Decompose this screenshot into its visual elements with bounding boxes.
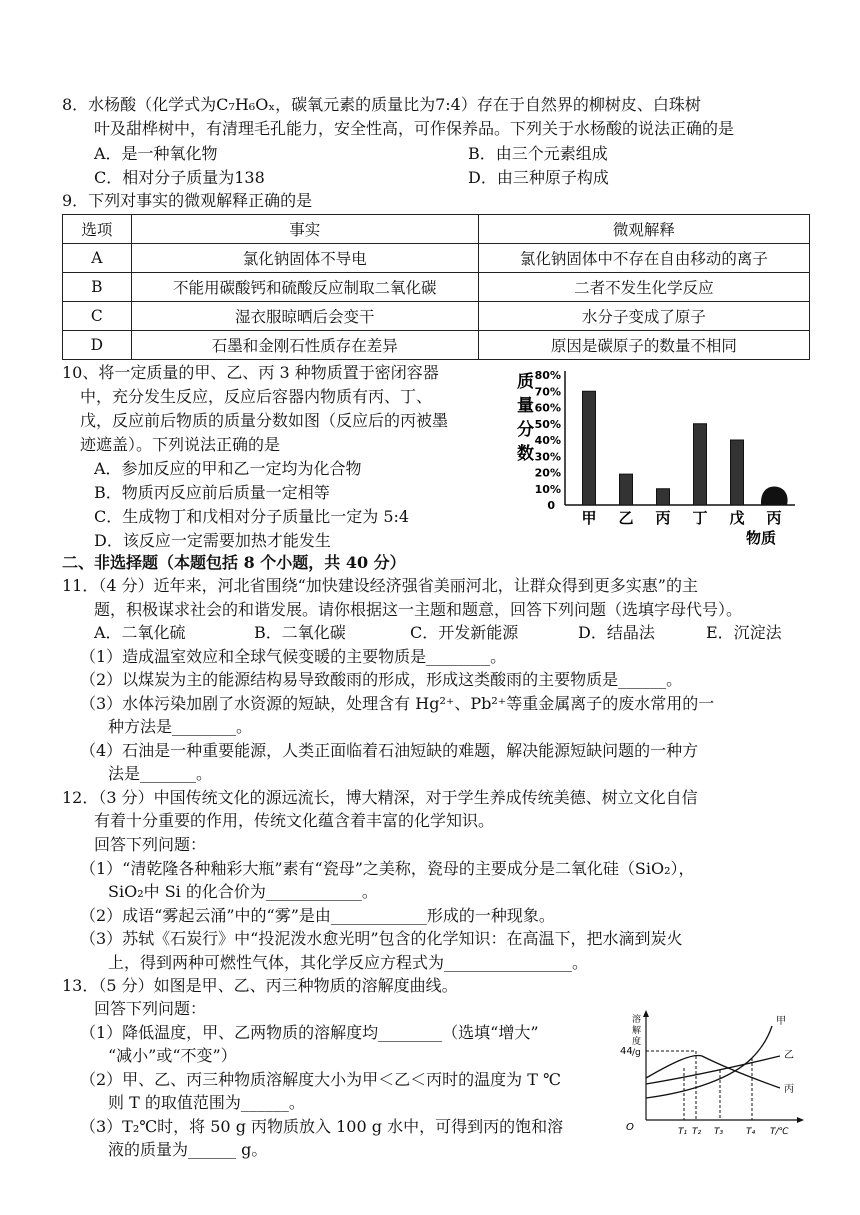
q11-sub3a: （3）水体污染加剧了水资源的短缺，处理含有 Hg²⁺、Pb²⁺等重金属离子的废水常用的一 — [80, 694, 715, 713]
x-category-label: 甲 — [581, 509, 597, 527]
table-cell: C — [63, 302, 132, 331]
q12-sub1b: SiO₂中 Si 的化合价为____________。 — [108, 882, 378, 901]
q13-sub3a: （3）T₂℃时，将 50 g 丙物质放入 100 g 水中，可得到丙的饱和溶 — [80, 1117, 564, 1136]
x-category-label: 丙 — [655, 509, 671, 527]
chart-origin: O — [626, 1122, 634, 1133]
q11-choice-e: E．沉淀法 — [706, 623, 782, 642]
bar-3 — [694, 424, 707, 505]
chart-ylabel-char: /g — [632, 1048, 641, 1058]
q11-choice-b: B．二氧化碳 — [254, 623, 346, 642]
y-tick-label: 0 — [547, 499, 555, 512]
q11-choice-a: A．二氧化硫 — [94, 623, 186, 642]
q8-option-c: C．相对分子质量为138 — [94, 168, 265, 187]
table-header-cell: 事实 — [131, 215, 478, 244]
mass-fraction-bar-chart — [505, 365, 805, 550]
y-marked-value: 44 — [620, 1046, 633, 1057]
y-tick-label: 50% — [534, 417, 561, 431]
q10-line3: 戊，反应前后物质的质量分数如图（反应后的丙被墨 — [80, 411, 449, 430]
q8-option-a: A．是一种氧化物 — [94, 144, 218, 163]
x-category-label: 戊 — [729, 509, 745, 527]
chart-xlabel: T/℃ — [770, 1127, 789, 1137]
q8-option-d: D．由三种原子构成 — [468, 168, 609, 187]
chart-ylabel-char: 分 — [517, 420, 534, 440]
y-tick-label: 40% — [534, 434, 561, 447]
x-category-label: 丙 — [766, 509, 782, 527]
ink-blot — [761, 487, 788, 505]
y-axis-arrow — [643, 1010, 649, 1017]
table-cell: A — [63, 244, 132, 273]
chart-ylabel-char: 量 — [517, 396, 534, 416]
chart-xlabel: 物质 — [745, 529, 777, 547]
q11-sub4a: （4）石油是一种重要能源，人类正面临着石油短缺的难题，解决能源短缺问题的一种方 — [80, 741, 699, 760]
x-mark-t2: T₂ — [692, 1127, 702, 1137]
y-tick-label: 20% — [534, 466, 561, 480]
curve-yi — [646, 1056, 780, 1084]
q8-line2: 叶及甜桦树中，有清理毛孔能力，安全性高，可作保养品。下列关于水杨酸的说法正确的是 — [94, 119, 735, 138]
table-row — [63, 302, 810, 331]
table-row — [63, 331, 810, 360]
y-tick-label: 60% — [534, 401, 561, 415]
table-cell: 原因是碳原子的数量不相同 — [478, 331, 809, 360]
q9-stem: 9．下列对事实的微观解释正确的是 — [62, 191, 313, 210]
q12-sub1a: （1）“清乾隆各种釉彩大瓶”素有“瓷母”之美称，瓷母的主要成分是二氧化硅（SiO₂）， — [80, 859, 695, 878]
q13-sub2a: （2）甲、乙、丙三种物质溶解度大小为甲＜乙＜丙时的温度为 T ℃ — [80, 1070, 561, 1089]
chart-ylabel-char: 溶 — [632, 1015, 642, 1025]
bar-2 — [657, 489, 670, 505]
table-header-cell: 微观解释 — [478, 215, 809, 244]
q10-option-b: B．物质丙反应前后质量一定相等 — [94, 483, 330, 502]
chart-ylabel-char: 数 — [517, 444, 534, 464]
q13-sub1b: “减小”或“不变”） — [108, 1046, 237, 1065]
table-cell: 氯化钠固体中不存在自由移动的离子 — [478, 244, 809, 273]
chart-ylabel-char: 度 — [632, 1037, 642, 1047]
series-label-yi: 乙 — [784, 1050, 794, 1061]
q9-table — [62, 214, 810, 360]
y-tick-label: 70% — [534, 385, 561, 399]
q12-sub3a: （3）苏轼《石炭行》中“投泥泼水愈光明”包含的化学知识：在高温下，把水滴到炭火 — [80, 929, 683, 948]
q13-sub2b: 则 T 的取值范围为______。 — [108, 1093, 305, 1112]
q12-line1: 12．（3 分）中国传统文化的源远流长，博大精深，对于学生养成传统美德、树立文化自信 — [62, 788, 698, 807]
q10-option-a: A．参加反应的甲和乙一定均为化合物 — [94, 459, 362, 478]
q11-choice-c: C．开发新能源 — [410, 623, 519, 642]
solubility-curve-chart — [612, 1008, 812, 1158]
q11-line1: 11．（4 分）近年来，河北省围绕“加快建设经济强省美丽河北，让群众得到更多实惠”的主 — [62, 576, 698, 595]
q8-line1: 8．水杨酸（化学式为C₇H₆Oₓ，碳氧元素的质量比为7:4）存在于自然界的柳树皮、白珠树 — [62, 95, 701, 114]
table-cell: 二者不发生化学反应 — [478, 273, 809, 302]
table-cell: 湿衣服晾晒后会变干 — [131, 302, 478, 331]
q11-sub4b: 法是_______。 — [108, 764, 213, 783]
x-axis-arrow — [797, 1117, 804, 1123]
series-label-bing: 丙 — [784, 1084, 794, 1095]
x-category-label: 乙 — [618, 509, 634, 527]
table-cell: B — [63, 273, 132, 302]
q11-sub3b: 种方法是________。 — [108, 717, 253, 736]
chart-ylabel-char: 质 — [517, 372, 534, 392]
x-mark-t4: T₄ — [746, 1127, 756, 1137]
table-row — [63, 273, 810, 302]
q11-sub1: （1）造成温室效应和全球气候变暖的主要物质是________。 — [80, 647, 507, 666]
q11-sub2: （2）以煤炭为主的能源结构易导致酸雨的形成，形成这类酸雨的主要物质是______。 — [80, 670, 683, 689]
section-2-title: 二、非选择题（本题包括 8 个小题，共 40 分） — [62, 553, 406, 572]
q13-sub1a: （1）降低温度，甲、乙两物质的溶解度均________（选填“增大” — [80, 1023, 539, 1042]
bar-1 — [620, 474, 633, 505]
table-cell: 不能用碳酸钙和硫酸反应制取二氧化碳 — [131, 273, 478, 302]
x-category-label: 丁 — [692, 509, 708, 527]
table-header-cell: 选项 — [63, 215, 132, 244]
q10-option-c: C．生成物丁和戊相对分子质量比一定为 5:4 — [94, 507, 410, 526]
q12-prompt: 回答下列问题： — [94, 835, 207, 854]
table-cell: D — [63, 331, 132, 360]
y-tick-label: 10% — [534, 482, 561, 496]
q11-choice-d: D．结晶法 — [578, 623, 655, 642]
q10-line4: 迹遮盖）。下列说法正确的是 — [80, 435, 281, 454]
bar-0 — [583, 391, 596, 505]
y-tick-label: 80% — [534, 369, 561, 382]
x-mark-t3: T₃ — [714, 1127, 724, 1137]
q8-option-b: B．由三个元素组成 — [468, 144, 608, 163]
q13-sub3b: 液的质量为______ g。 — [108, 1140, 268, 1159]
x-mark-t1: T₁ — [678, 1127, 688, 1137]
q11-line2: 题，积极谋求社会的和谐发展。请你根据这一主题和题意，回答下列问题（选填字母代号）。 — [94, 600, 743, 619]
table-header-row — [63, 215, 810, 244]
q10-option-d: D．该反应一定需要加热才能发生 — [94, 531, 331, 550]
q13-line1: 13．（5 分）如图是甲、乙、丙三种物质的溶解度曲线。 — [62, 976, 458, 995]
table-cell: 水分子变成了原子 — [478, 302, 809, 331]
y-tick-label: 30% — [534, 450, 561, 464]
chart-ylabel-char: 解 — [632, 1026, 642, 1036]
q10-line1: 10、将一定质量的甲、乙、丙 3 种物质置于密闭容器 — [62, 363, 439, 382]
q12-sub3b: 上，得到两种可燃性气体，其化学反应方程式为________________。 — [108, 953, 589, 972]
table-cell: 氯化钠固体不导电 — [131, 244, 478, 273]
table-row — [63, 244, 810, 273]
q12-sub2: （2）成语“雾起云涌”中的“雾”是由____________形成的一种现象。 — [80, 906, 555, 925]
bar-4 — [731, 440, 744, 505]
series-label-jia: 甲 — [776, 1016, 786, 1027]
q10-line2: 中，充分发生反应，反应后容器内物质有丙、丁、 — [80, 387, 433, 406]
q12-line2: 有着十分重要的作用，传统文化蕴含着丰富的化学知识。 — [94, 811, 495, 830]
table-cell: 石墨和金刚石性质存在差异 — [131, 331, 478, 360]
q13-prompt: 回答下列问题： — [94, 999, 207, 1018]
